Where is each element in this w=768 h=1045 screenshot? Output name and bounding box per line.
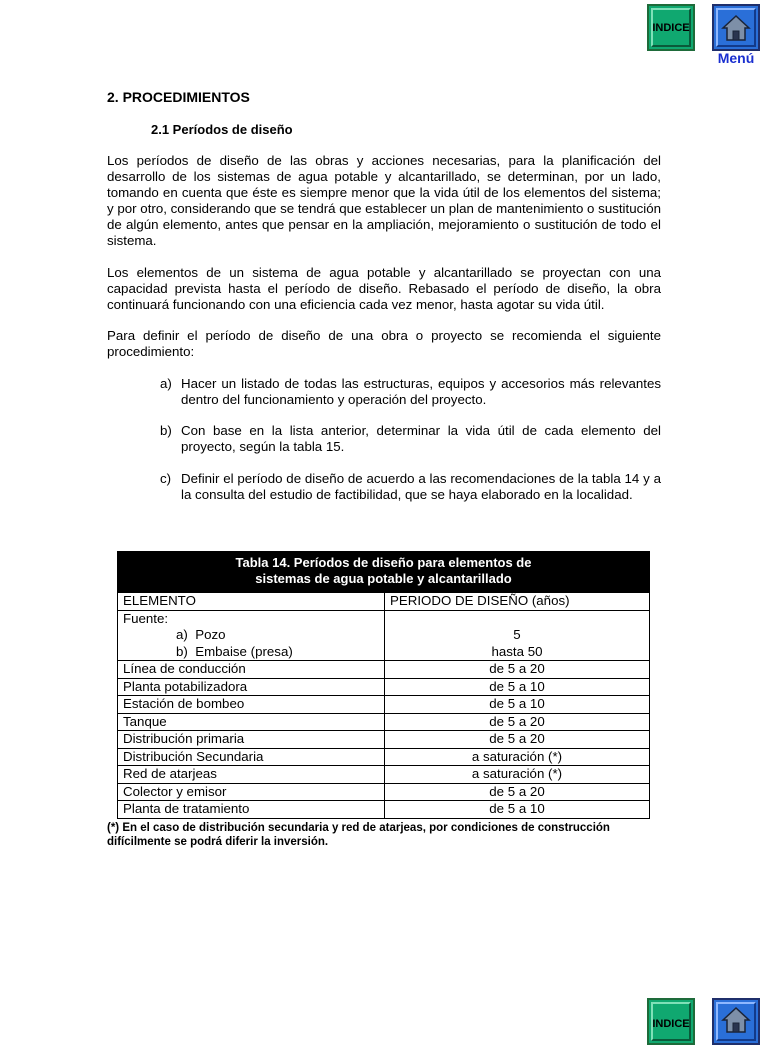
table-header-row [118, 593, 650, 611]
indice-label: INDICE [652, 1018, 690, 1030]
period-cell: de 5 a 20 [385, 783, 650, 801]
home-icon [721, 1006, 751, 1034]
source-item-label: Pozo [195, 627, 226, 642]
element-cell: Distribución Secundaria [118, 748, 385, 766]
table-caption-line-1: Tabla 14. Períodos de diseño para elementos de [235, 555, 532, 570]
source-item-label: Embaise (presa) [195, 643, 293, 659]
element-cell: Red de atarjeas [118, 766, 385, 784]
step-text: Con base en la lista anterior, determinar la vida útil de cada elemento del proyecto, según la tabla 15. [181, 423, 661, 454]
element-cell: Colector y emisor [118, 783, 385, 801]
indice-button-top[interactable] [647, 4, 695, 51]
design-periods-table [117, 551, 650, 819]
indice-button-face [651, 1002, 691, 1041]
period-cell: de 5 a 20 [385, 731, 650, 749]
section-subtitle: 2.1 Períodos de diseño [151, 122, 293, 137]
table-row [118, 696, 650, 714]
table-caption-line-2: sistemas de agua potable y alcantarillado [255, 571, 512, 586]
section-title: 2. PROCEDIMIENTOS [107, 89, 250, 105]
source-periods-cell [385, 610, 650, 661]
period-cell: de 5 a 10 [385, 678, 650, 696]
table-row-source [118, 610, 650, 661]
element-cell: Tanque [118, 713, 385, 731]
element-cell: Planta potabilizadora [118, 678, 385, 696]
paragraph-1: Los períodos de diseño de las obras y acciones necesarias, para la planificación del desarrollo de los sistemas de agua potable y alcantarillado, se determinan, por un lado, tomando en cuenta que éste es siempre menor que la vida útil de los elementos del sistema; y por otro, considerando que se tendrá que establecer un plan de mantenimiento o sustitución de algún elemento, antes que pensar en la ampliación, mejoramiento o sustitución de todo el sistema. [107, 153, 661, 248]
step-marker: b) [160, 423, 172, 438]
period-cell: a saturación (*) [385, 748, 650, 766]
home-icon [721, 14, 751, 42]
source-item-a [123, 627, 379, 644]
period-cell: a saturación (*) [385, 766, 650, 784]
period-cell: de 5 a 20 [385, 713, 650, 731]
home-button-face [716, 8, 756, 47]
element-cell: Estación de bombeo [118, 696, 385, 714]
indice-button-face [651, 8, 691, 47]
table-caption [118, 552, 650, 593]
step-marker: c) [160, 471, 172, 486]
step-marker: a) [160, 376, 172, 391]
period-cell: de 5 a 20 [385, 661, 650, 679]
step-text: Hacer un listado de todas las estructuras, equipos y accesorios más relevantes dentro del funcionamiento y operación del proyecto. [181, 376, 661, 407]
column-header-period: PERIODO DE DISEÑO (años) [385, 593, 650, 611]
source-label: Fuente: [123, 610, 169, 626]
element-cell: Distribución primaria [118, 731, 385, 749]
home-button-face [716, 1002, 756, 1041]
table-row [118, 678, 650, 696]
element-cell: Planta de tratamiento [118, 801, 385, 819]
step-c [160, 471, 661, 503]
column-header-element: ELEMENTO [118, 593, 385, 611]
table-row [118, 748, 650, 766]
table-caption-row [118, 552, 650, 593]
source-item-a-period: 5 [513, 627, 521, 642]
step-a [160, 376, 661, 408]
table-row [118, 783, 650, 801]
element-cell: Línea de conducción [118, 661, 385, 679]
table-row [118, 713, 650, 731]
period-cell: de 5 a 10 [385, 696, 650, 714]
indice-button-bottom[interactable] [647, 998, 695, 1045]
table-row [118, 731, 650, 749]
source-item-marker: b) [176, 643, 188, 659]
table-row [118, 766, 650, 784]
period-cell: de 5 a 10 [385, 801, 650, 819]
paragraph-2: Los elementos de un sistema de agua potable y alcantarillado se proyectan con una capacidad prevista hasta el período de diseño. Rebasado el período de diseño, la obra continuará funcionando con una eficiencia cada vez menor, hasta agotar su vida útil. [107, 265, 661, 312]
menu-home-button-top[interactable] [712, 4, 760, 51]
menu-home-button-bottom[interactable] [712, 998, 760, 1045]
source-item-marker: a) [176, 627, 188, 642]
source-item-b [123, 644, 379, 661]
step-b [160, 423, 661, 455]
table-row [118, 661, 650, 679]
source-cell [118, 610, 385, 661]
indice-label: INDICE [652, 21, 690, 34]
source-item-b-period: hasta 50 [491, 643, 543, 659]
step-text: Definir el período de diseño de acuerdo a las recomendaciones de la tabla 14 y a la consulta del estudio de factibilidad, que se haya elaborado en la localidad. [181, 471, 661, 502]
table-footnote: (*) En el caso de distribución secundaria y red de atarjeas, por condiciones de construcción difícilmente se podrá diferir la inversión. [107, 822, 610, 848]
paragraph-3: Para definir el período de diseño de una obra o proyecto se recomienda el siguiente procedimiento: [107, 328, 661, 359]
table-row [118, 801, 650, 819]
menu-link[interactable]: Menú [717, 50, 755, 66]
